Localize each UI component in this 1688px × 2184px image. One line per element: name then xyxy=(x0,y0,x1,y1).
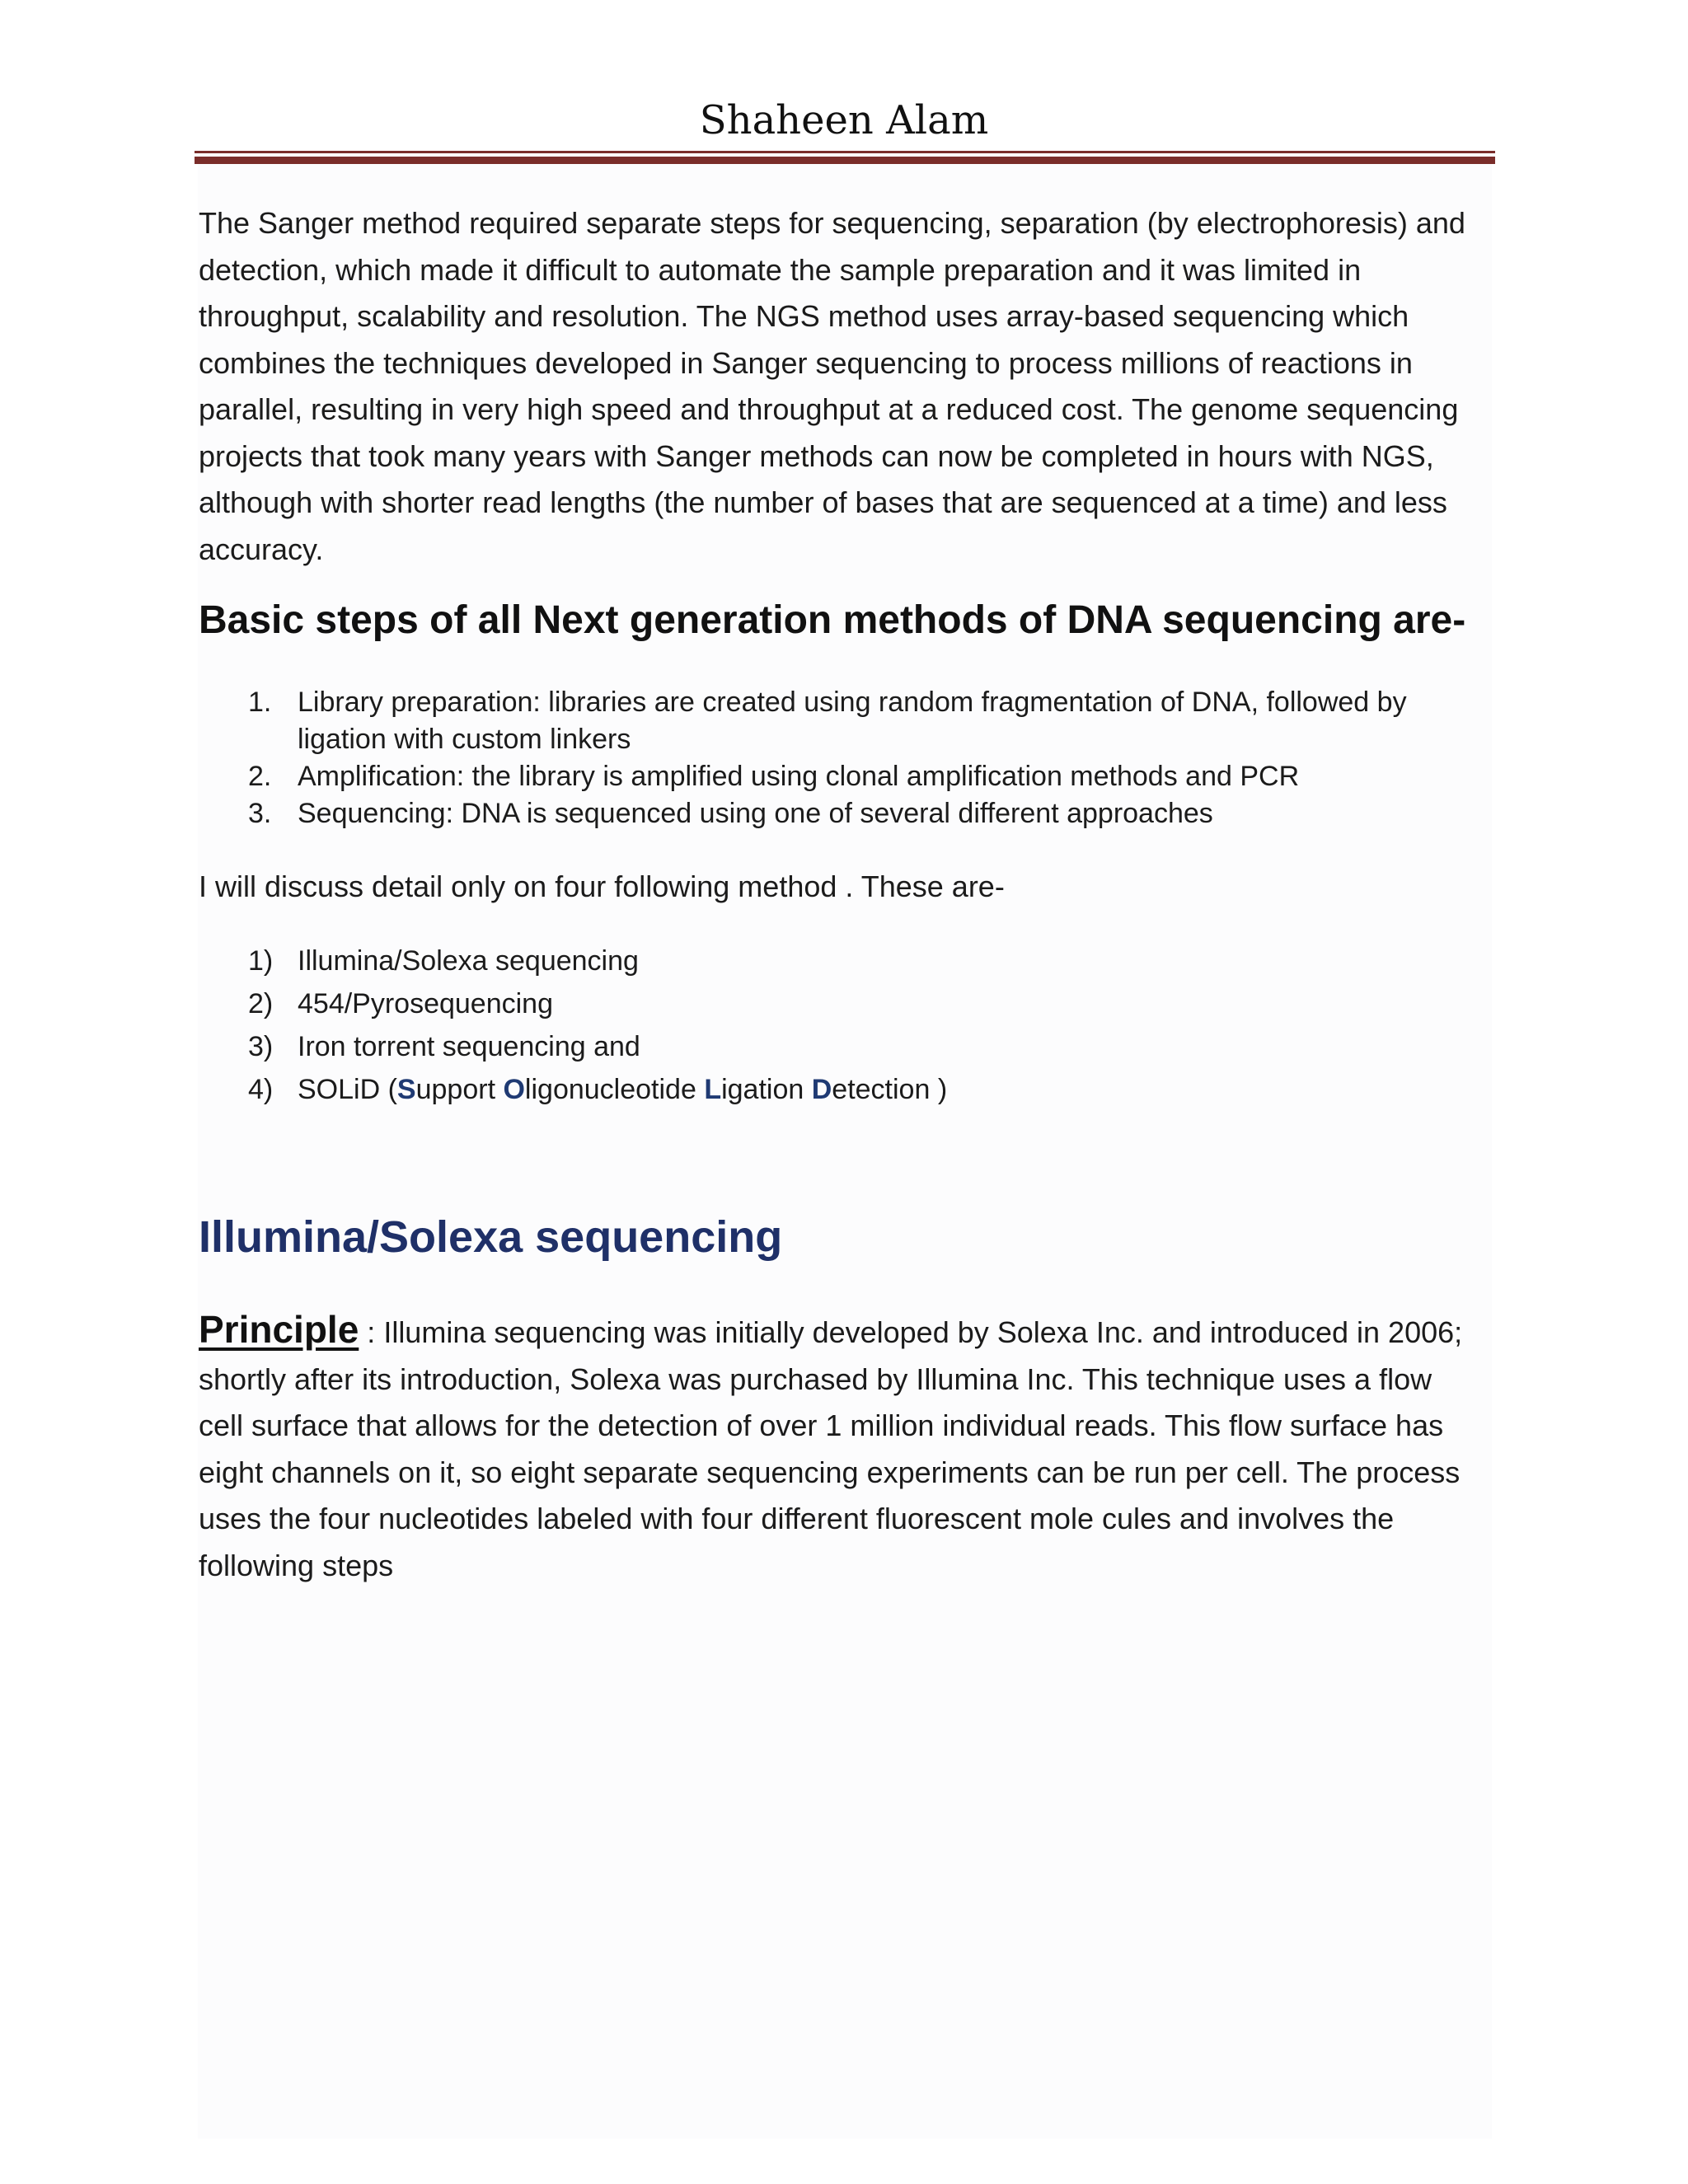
paragraph-line: combines the techniques developed in Sanger sequencing to process millions of reactions in xyxy=(199,345,1413,380)
paragraph-line: detection, which made it difficult to automate the sample preparation and it was limited in xyxy=(199,252,1362,287)
illumina-heading: Illumina/Solexa sequencing xyxy=(199,1212,783,1262)
principle-paragraph xyxy=(199,1306,1493,1589)
paragraph-line: cell surface that allows for the detection of over 1 million individual reads. This flow surface has xyxy=(199,1408,1444,1442)
paragraph-line: although with shorter read lengths (the number of bases that are sequenced at a time) and less xyxy=(199,485,1447,519)
principle-first-line xyxy=(199,1306,1493,1357)
paragraph-line: eight channels on it, so eight separate sequencing experiments can be run per cell. The process xyxy=(199,1455,1461,1489)
list-item xyxy=(199,758,1451,795)
acronym-rest-s: upport xyxy=(415,1074,504,1105)
intro-paragraph xyxy=(199,200,1493,573)
list-number: 2. xyxy=(248,761,272,792)
methods-intro: I will discuss detail only on four following method . These are- xyxy=(199,869,1005,903)
paragraph-line: throughput, scalability and resolution. The NGS method uses array-based sequencing which xyxy=(199,299,1409,333)
paragraph-line: accuracy. xyxy=(199,532,324,566)
list-number: 2) xyxy=(248,988,274,1019)
paragraph-line: projects that took many years with Sanger methods can now be completed in hours with NGS, xyxy=(199,438,1434,473)
list-number: 3. xyxy=(248,798,272,829)
basic-steps-heading: Basic steps of all Next generation methods of DNA sequencing are- xyxy=(199,598,1466,642)
paragraph-line: following steps xyxy=(199,1548,394,1582)
list-item-solid xyxy=(199,1068,1353,1111)
acronym-letter-l: L xyxy=(704,1074,722,1105)
list-item xyxy=(199,982,1353,1025)
header-rule-thick xyxy=(195,157,1495,164)
list-number: 1) xyxy=(248,945,274,977)
acronym-letter-d: D xyxy=(811,1074,832,1105)
list-number: 3) xyxy=(248,1031,274,1062)
paragraph-line: uses the four nucleotides labeled with four different fluorescent mole cules and involves the xyxy=(199,1502,1395,1535)
methods-list xyxy=(199,940,1353,1111)
list-item-text: Illumina/Solexa sequencing xyxy=(298,945,639,977)
list-item-text: Sequencing: DNA is sequenced using one of several different approaches xyxy=(298,798,1213,829)
list-item xyxy=(199,940,1353,982)
list-item xyxy=(199,684,1451,758)
list-number: 1. xyxy=(248,687,272,718)
list-item-text: 454/Pyrosequencing xyxy=(298,988,554,1019)
paragraph-line: Illumina sequencing was initially developed by Solexa Inc. and introduced in 2006; xyxy=(383,1315,1463,1349)
header-rule-thin xyxy=(195,151,1495,153)
acronym-rest-l: igation xyxy=(721,1074,812,1105)
list-item-text: Library preparation: libraries are created using random fragmentation of DNA, followed by ligation with custom linkers xyxy=(298,687,1407,755)
acronym-letter-s: S xyxy=(396,1074,416,1105)
list-item-text: Iron torrent sequencing and xyxy=(298,1031,640,1062)
list-number: 4) xyxy=(248,1074,274,1105)
paragraph-line: shortly after its introduction, Solexa was purchased by Illumina Inc. This technique uses a flow xyxy=(199,1361,1432,1396)
list-item-text: Amplification: the library is amplified using clonal amplification methods and PCR xyxy=(298,761,1300,792)
basic-steps-list xyxy=(199,684,1451,832)
principle-separator: : xyxy=(359,1315,384,1349)
acronym-letter-o: O xyxy=(503,1074,525,1105)
solid-prefix: SOLiD ( xyxy=(298,1074,397,1105)
acronym-rest-d: etection ) xyxy=(832,1074,948,1105)
acronym-rest-o: ligonucleotide xyxy=(524,1074,705,1105)
list-item xyxy=(199,1025,1353,1068)
principle-label: Principle xyxy=(199,1308,359,1351)
list-item xyxy=(199,795,1451,832)
paragraph-line: The Sanger method required separate steps for sequencing, separation (by electrophoresis) and xyxy=(199,206,1465,240)
header-author: Shaheen Alam xyxy=(699,97,989,143)
paragraph-line: parallel, resulting in very high speed and throughput at a reduced cost. The genome sequencing xyxy=(199,392,1459,426)
